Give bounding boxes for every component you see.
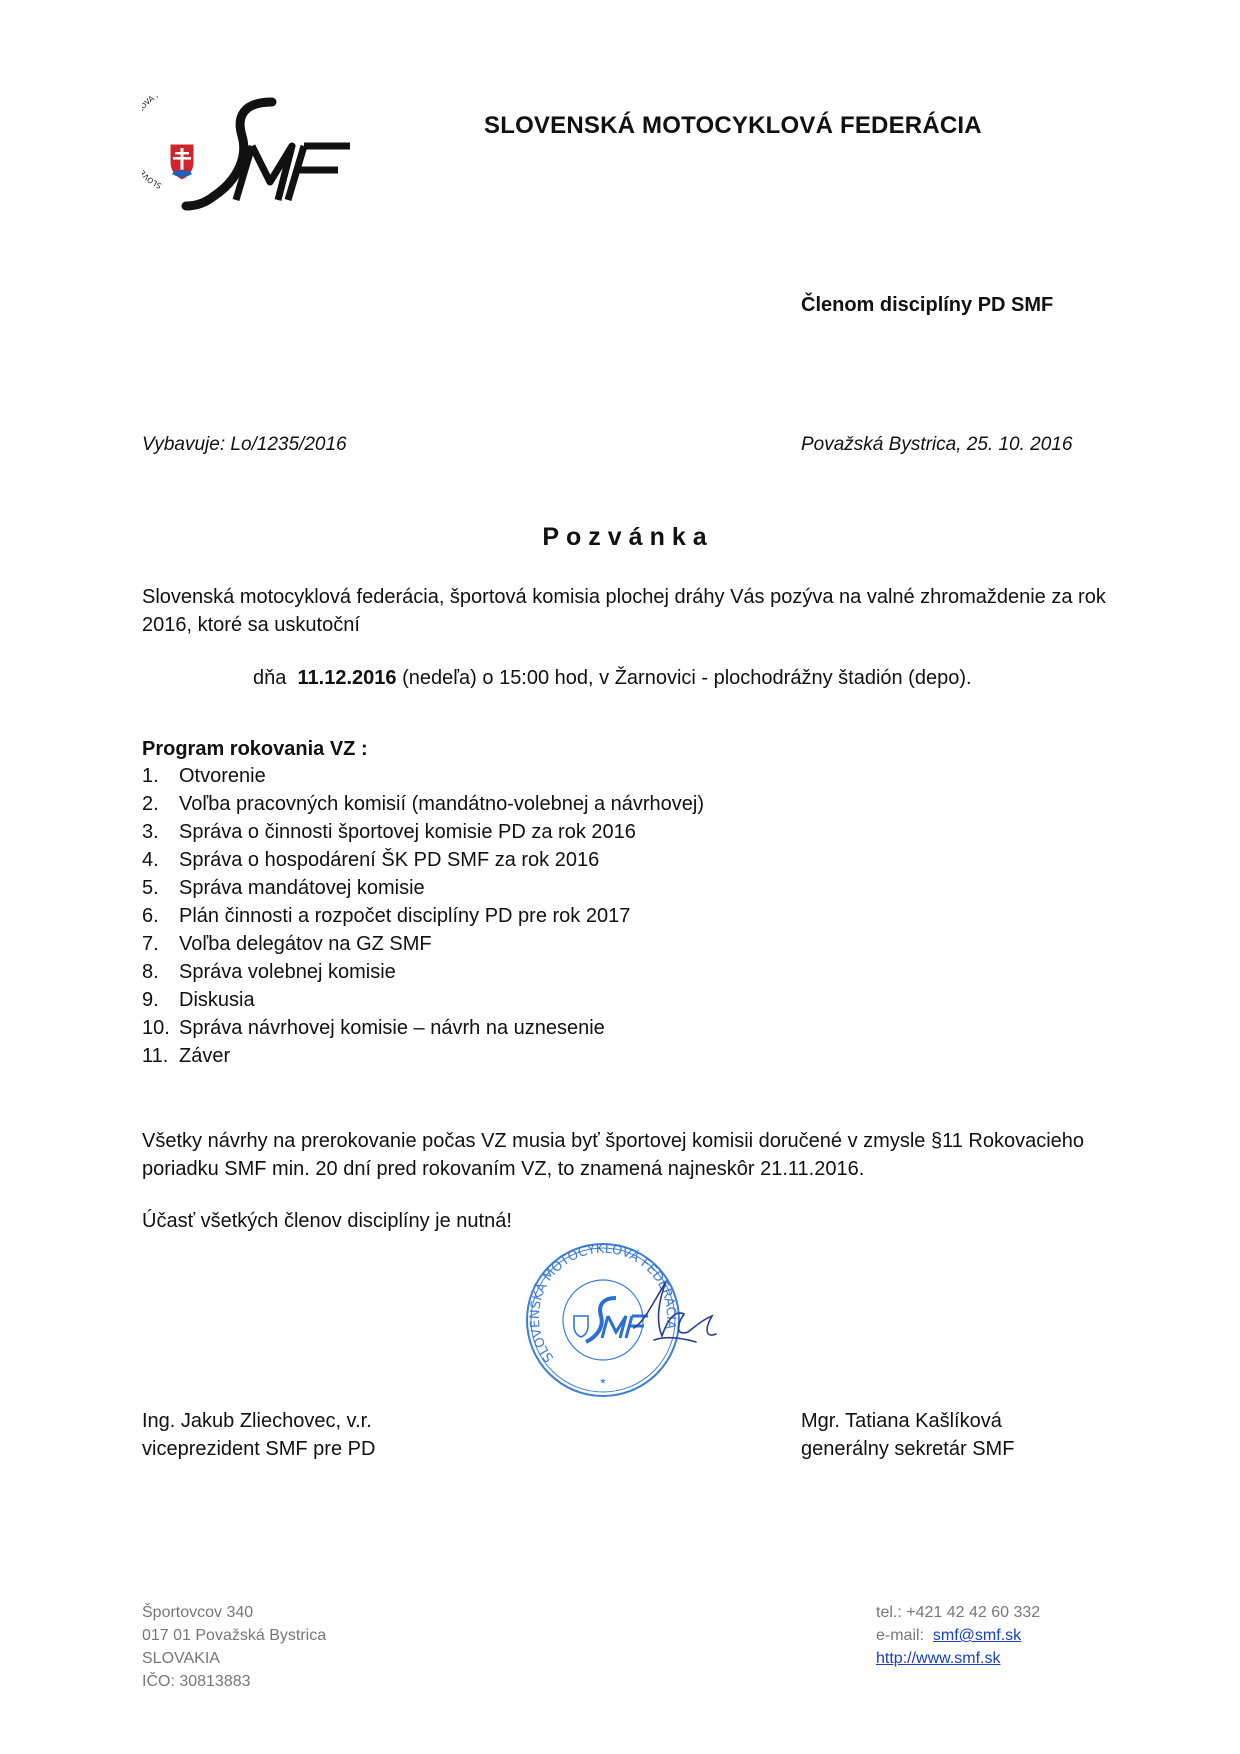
list-item [142,790,704,818]
email-label: e-mail: [876,1627,925,1644]
official-stamp [516,1240,726,1410]
item-number: 10. [142,1017,170,1039]
program-heading: Program rokovania VZ : [142,738,368,760]
item-number: 8. [142,961,159,983]
list-item [142,846,704,874]
item-number: 1. [142,765,159,787]
list-item [142,874,704,902]
organization-name: SLOVENSKÁ MOTOCYKLOVÁ FEDERÁCIA [484,112,982,139]
item-number: 5. [142,877,159,899]
website-link[interactable]: http://www.smf.sk [876,1650,1001,1667]
stamp-letters: SMF [516,1240,519,1241]
list-item [142,762,704,790]
item-number: 3. [142,821,159,843]
attendance-note: Účasť všetkých členov disciplíny je nutná! [142,1210,512,1232]
intro-paragraph: Slovenská motocyklová federácia, športová komisia plochej dráhy Vás pozýva na valné zhromaždenie za rok 2016, ktoré sa uskutoční [142,586,1106,636]
item-text: Plán činnosti a rozpočet disciplíny PD pre rok 2017 [179,905,631,927]
reference-number: Vybavuje: Lo/1235/2016 [142,434,347,455]
address-country: SLOVAKIA [142,1650,220,1667]
signature-left [142,1407,375,1463]
recipient: Členom disciplíny PD SMF [801,294,1054,316]
meeting-dateline [253,667,972,690]
phone: tel.: +421 42 42 60 332 [876,1604,1041,1621]
item-number: 4. [142,849,159,871]
list-item [142,1042,704,1070]
submission-note: Všetky návrhy na prerokovanie počas VZ musia byť športovej komisii doručené v zmysle §11 Rokovacieho poriadku SMF min. 20 dní pred rokovaním VZ, to znamená najneskôr 21.11.2016. [142,1130,1085,1180]
logo-letters: SMF [142,96,145,97]
address-street: Športovcov 340 [142,1604,254,1621]
svg-text:*: * [600,1375,606,1391]
list-item [142,1014,704,1042]
email-line [876,1624,1040,1647]
item-text: Správa o hospodárení ŠK PD SMF za rok 2016 [179,849,600,871]
signature-right [801,1407,1014,1463]
stamp-arc-text: SLOVENSKÁ MOTOCYKLOVÁ FEDERÁCIA [527,1241,679,1365]
list-item [142,958,704,986]
meeting-date: 11.12.2016 [297,667,397,689]
signatory-role: generálny sekretár SMF [801,1438,1015,1460]
footer-address [142,1601,326,1693]
signatory-name: Mgr. Tatiana Kašlíková [801,1410,1002,1432]
item-number: 9. [142,989,159,1011]
email-link[interactable]: smf@smf.sk [932,1627,1022,1644]
item-number: 6. [142,905,159,927]
footer-contact [876,1601,1040,1670]
place-date: Považská Bystrica, 25. 10. 2016 [801,434,1073,455]
item-text: Správa volebnej komisie [179,961,396,983]
signatory-name: Ing. Jakub Zliechovec, v.r. [142,1410,372,1432]
item-text: Voľba delegátov na GZ SMF [179,933,432,955]
logo-arc-text: SLOV VÁ [142,96,163,191]
dateline-prefix: dňa [253,667,287,689]
list-item [142,818,704,846]
item-text: Záver [179,1045,231,1067]
address-city: 017 01 Považská Bystrica [142,1627,327,1644]
svg-text:SLOVENSKÁ MOTOCYKLOVÁ FEDERÁCI [142,96,201,190]
list-item [142,902,704,930]
item-text: Otvorenie [179,765,266,787]
item-text: Voľba pracovných komisií (mandátno-volebnej a návrhovej) [179,793,704,815]
signatory-role: viceprezident SMF pre PD [142,1438,376,1460]
item-text: Diskusia [179,989,255,1011]
item-text: Správa návrhovej komisie – návrh na uznesenie [179,1017,605,1039]
company-id: IČO: 30813883 [142,1673,251,1690]
list-item [142,930,704,958]
item-number: 2. [142,793,159,815]
agenda-list [142,762,704,1070]
smf-logo [142,96,354,224]
item-number: 11. [142,1045,169,1067]
item-number: 7. [142,933,159,955]
item-text: Správa mandátovej komisie [179,877,425,899]
document-title: Pozvánka [542,523,714,551]
dateline-details: (nedeľa) o 15:00 hod, v Žarnovici - plochodrážny štadión (depo). [402,667,972,689]
list-item [142,986,704,1014]
item-text: Správa o činnosti športovej komisie PD za rok 2016 [179,821,636,843]
